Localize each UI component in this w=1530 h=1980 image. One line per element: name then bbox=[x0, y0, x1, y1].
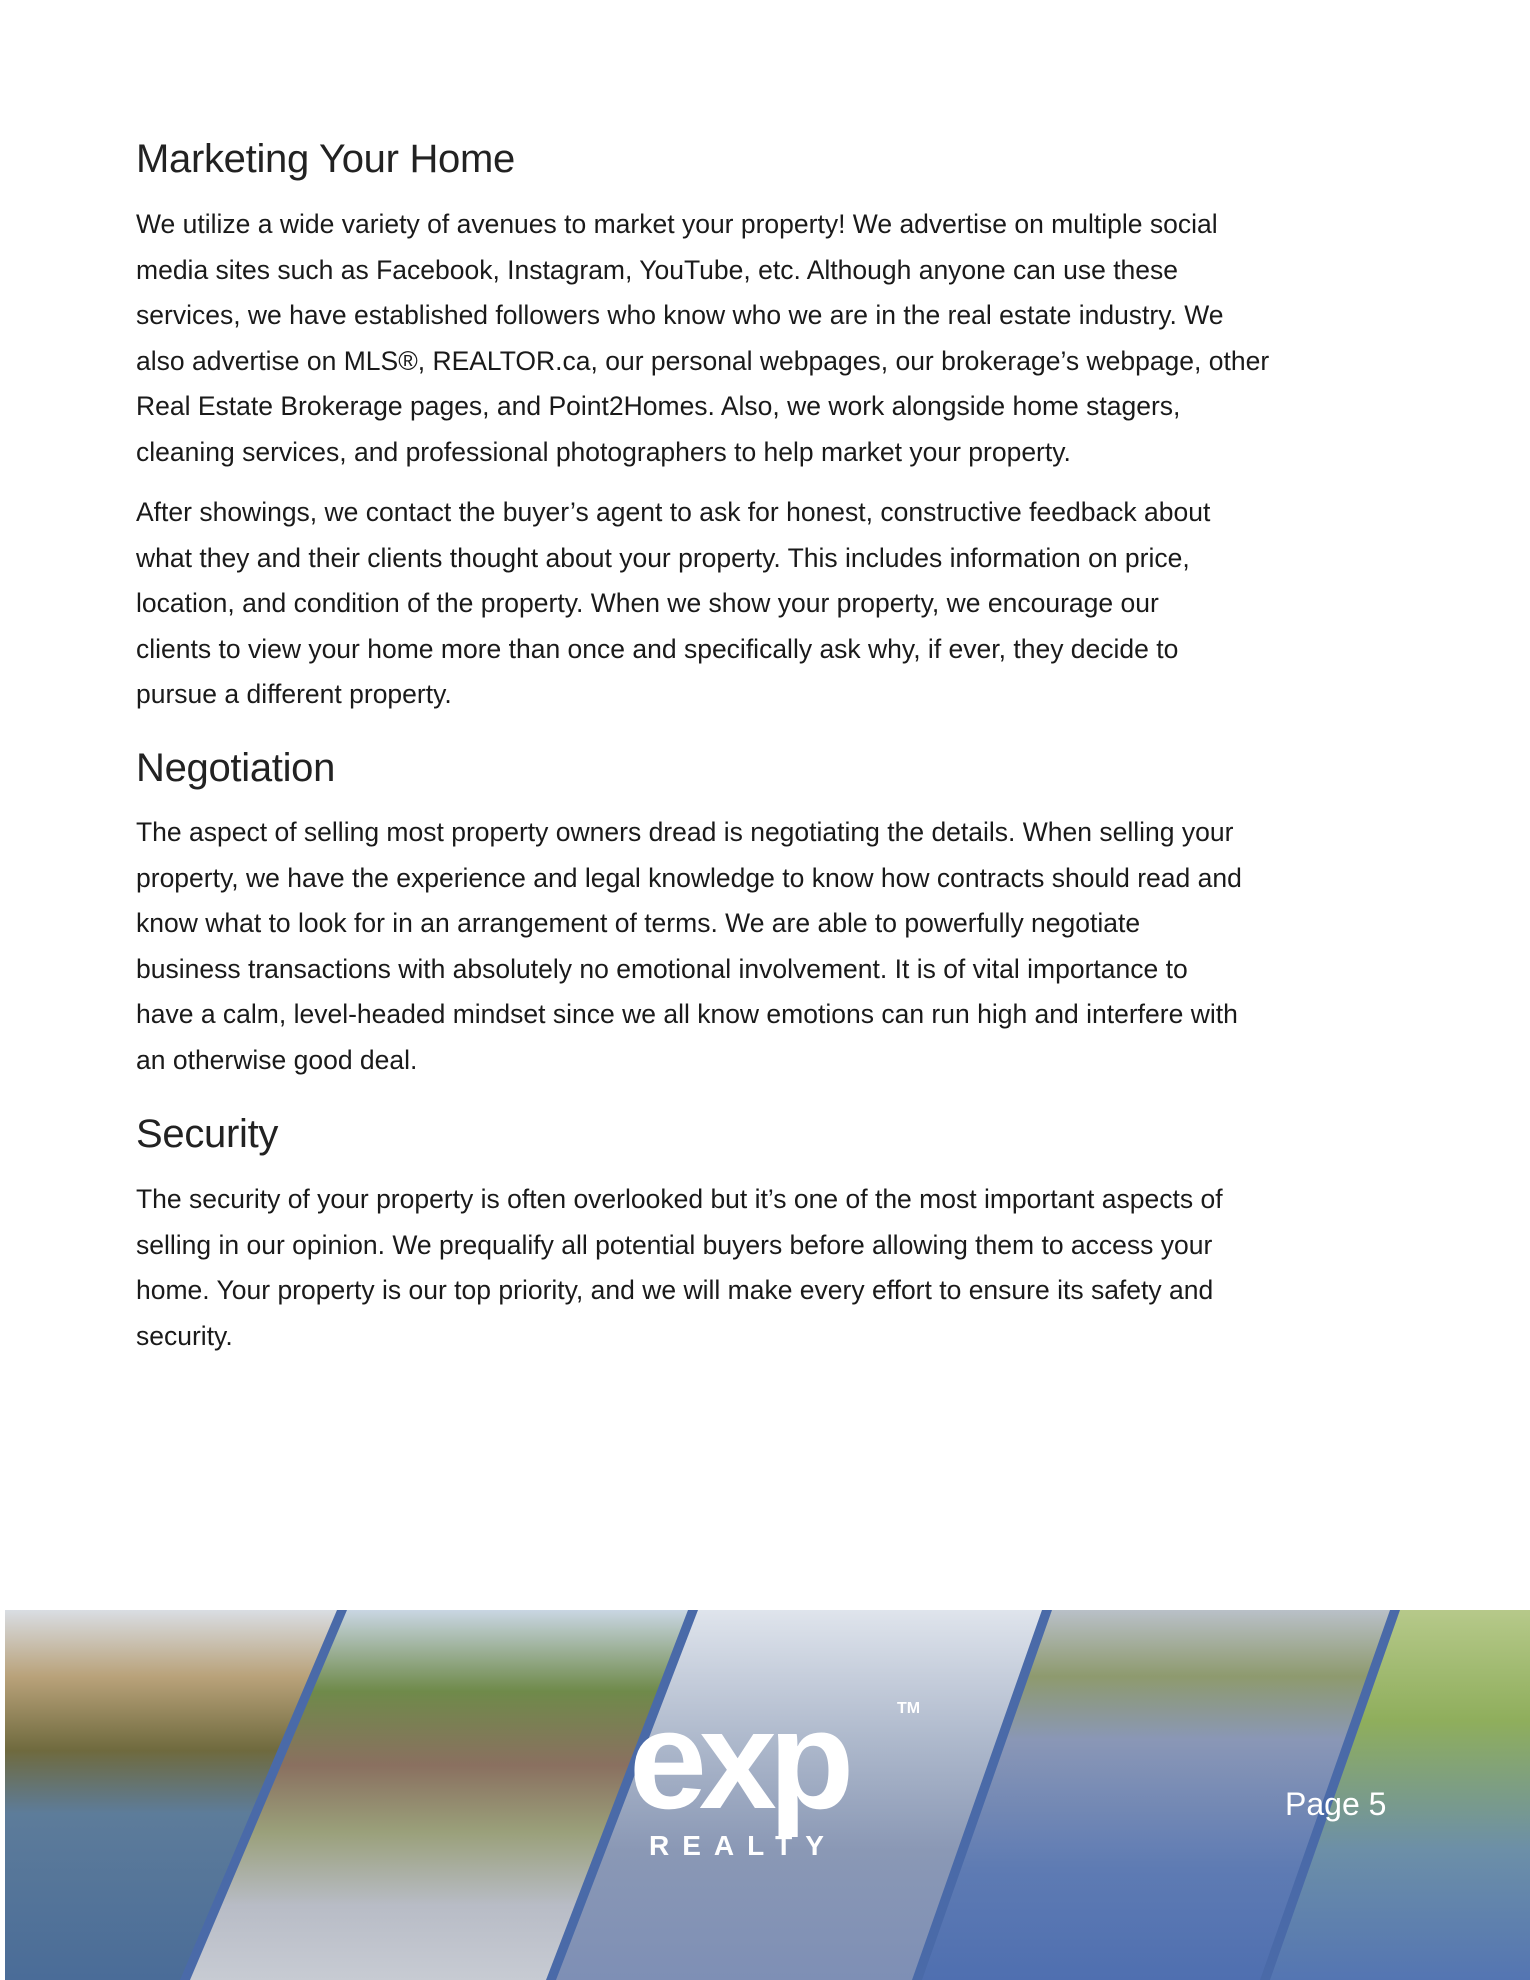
heading-marketing: Marketing Your Home bbox=[136, 137, 515, 181]
text-line: selling in our opinion. We prequalify all potential buyers before allowing them to access your bbox=[136, 1229, 1213, 1260]
heading-security: Security bbox=[136, 1112, 279, 1156]
text-line: what they and their clients thought about your property. This includes information on price, bbox=[136, 542, 1190, 573]
text-line: pursue a different property. bbox=[136, 679, 452, 710]
text-line: business transactions with absolutely no emotional involvement. It is of vital importance to bbox=[136, 953, 1188, 984]
text-line: The aspect of selling most property owners dread is negotiating the details. When selling your bbox=[136, 817, 1234, 847]
text-line: location, and condition of the property. When we show your property, we encourage our bbox=[136, 588, 1159, 619]
text-line: property, we have the experience and legal knowledge to know how contracts should read and bbox=[136, 862, 1242, 893]
text-line: security. bbox=[136, 1320, 233, 1351]
text-line: home. Your property is our top priority, and we will make every effort to ensure its safety and bbox=[136, 1275, 1214, 1306]
logo-subtitle: REALTY bbox=[649, 1830, 837, 1861]
text-line: After showings, we contact the buyer’s agent to ask for honest, constructive feedback about bbox=[136, 497, 1211, 527]
text-line: know what to look for in an arrangement of terms. We are able to powerfully negotiate bbox=[136, 908, 1141, 939]
text-line: have a calm, level-headed mindset since we all know emotions can run high and interfere with bbox=[136, 999, 1238, 1030]
heading-negotiation: Negotiation bbox=[136, 746, 336, 790]
text-line: clients to view your home more than once and specifically ask why, if ever, they decide to bbox=[136, 633, 1179, 664]
text-line: services, we have established followers who know who we are in the real estate industry. We bbox=[136, 300, 1224, 331]
text-line: an otherwise good deal. bbox=[136, 1044, 418, 1075]
paragraph-security bbox=[136, 1177, 1416, 1359]
text-line: also advertise on MLS®, REALTOR.ca, our personal webpages, our brokerage’s webpage, other bbox=[136, 345, 1270, 376]
text-line: cleaning services, and professional photographers to help market your property. bbox=[136, 436, 1071, 467]
text-line: The security of your property is often overlooked but it’s one of the most important aspects of bbox=[136, 1184, 1223, 1214]
paragraph-marketing-1 bbox=[136, 202, 1416, 476]
logo-trademark: TM bbox=[897, 1700, 921, 1717]
paragraph-negotiation bbox=[136, 810, 1416, 1084]
paragraph-marketing-2 bbox=[136, 490, 1416, 718]
logo-wordmark: exp bbox=[629, 1681, 847, 1838]
exp-realty-logo bbox=[629, 1681, 929, 1870]
text-line: media sites such as Facebook, Instagram, YouTube, etc. Although anyone can use these bbox=[136, 254, 1179, 285]
page-number: Page 5 bbox=[1285, 1786, 1387, 1822]
text-line: Real Estate Brokerage pages, and Point2Homes. Also, we work alongside home stagers, bbox=[136, 391, 1181, 422]
text-line: We utilize a wide variety of avenues to market your property! We advertise on multiple social bbox=[136, 209, 1218, 239]
